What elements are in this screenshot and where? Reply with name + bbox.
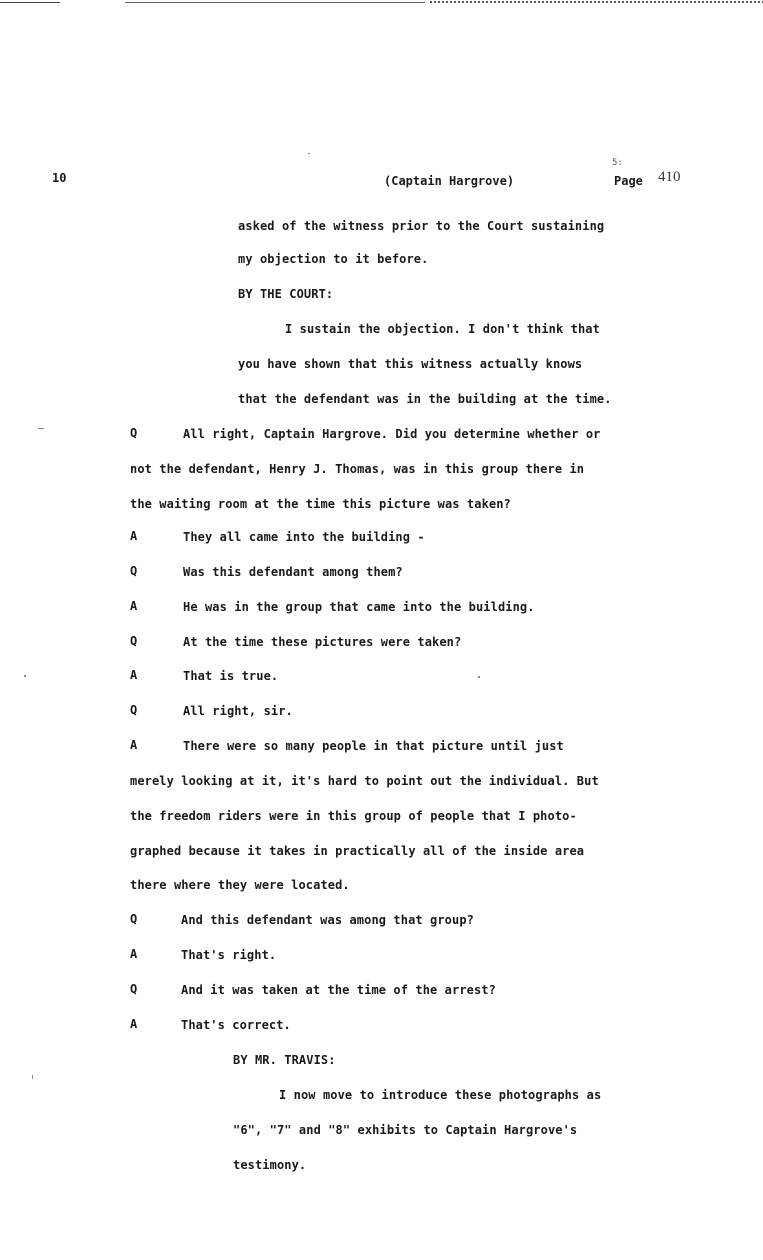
left-page-number: 10 xyxy=(52,171,67,185)
text-line: there where they were located. xyxy=(130,878,350,892)
qa-marker: A xyxy=(130,947,138,961)
text-line: That is true. xyxy=(183,669,279,683)
qa-marker: A xyxy=(130,668,138,682)
text-line: you have shown that this witness actually knows xyxy=(238,357,583,371)
text-line: my objection to it before. xyxy=(238,252,429,266)
text-line: not the defendant, Henry J. Thomas, was in this group there in xyxy=(130,462,585,476)
text-line: That's correct. xyxy=(181,1018,291,1032)
text-line: "6", "7" and "8" exhibits to Captain Hargrove's xyxy=(233,1123,578,1137)
text-line: There were so many people in that picture until just xyxy=(183,739,564,753)
page-label: Page xyxy=(614,174,643,188)
qa-marker: Q xyxy=(130,703,138,717)
scan-speck xyxy=(38,428,44,429)
text-line: graphed because it takes in practically all of the inside area xyxy=(130,844,585,858)
corner-mark: 5: xyxy=(612,158,623,168)
qa-marker: Q xyxy=(130,982,138,996)
text-line: They all came into the building - xyxy=(183,530,425,544)
text-line: At the time these pictures were taken? xyxy=(183,635,462,649)
text-line: the waiting room at the time this picture was taken? xyxy=(130,497,511,511)
text-line: I now move to introduce these photographs as xyxy=(279,1088,602,1102)
text-line: And this defendant was among that group? xyxy=(181,913,474,927)
qa-marker: A xyxy=(130,1017,138,1031)
qa-marker: Q xyxy=(130,912,138,926)
text-line: That's right. xyxy=(181,948,277,962)
qa-marker: A xyxy=(130,738,138,752)
text-line: He was in the group that came into the building. xyxy=(183,600,535,614)
text-line: And it was taken at the time of the arrest? xyxy=(181,983,496,997)
speaker-heading: BY THE COURT: xyxy=(238,287,334,301)
text-line: that the defendant was in the building at the time. xyxy=(238,392,612,406)
qa-marker: A xyxy=(130,529,138,543)
scan-speck xyxy=(32,1075,33,1079)
qa-marker: A xyxy=(130,599,138,613)
qa-marker: Q xyxy=(130,426,138,440)
qa-marker: Q xyxy=(130,564,138,578)
text-line: Was this defendant among them? xyxy=(183,565,403,579)
scan-speck xyxy=(308,153,310,154)
text-line: I sustain the objection. I don't think that xyxy=(285,322,600,336)
speaker-heading: BY MR. TRAVIS: xyxy=(233,1053,336,1067)
qa-marker: Q xyxy=(130,634,138,648)
text-line: All right, Captain Hargrove. Did you determine whether or xyxy=(183,427,601,441)
text-line: the freedom riders were in this group of people that I photo- xyxy=(130,809,577,823)
text-line: All right, sir. xyxy=(183,704,293,718)
scan-speck xyxy=(24,675,26,677)
text-line: asked of the witness prior to the Court sustaining xyxy=(238,219,605,233)
running-head: (Captain Hargrove) xyxy=(384,174,515,188)
scan-speck xyxy=(478,676,480,678)
top-scan-rule xyxy=(0,0,763,10)
text-line: testimony. xyxy=(233,1158,307,1172)
page-number: 410 xyxy=(658,169,681,185)
text-line: merely looking at it, it's hard to point out the individual. But xyxy=(130,774,599,788)
